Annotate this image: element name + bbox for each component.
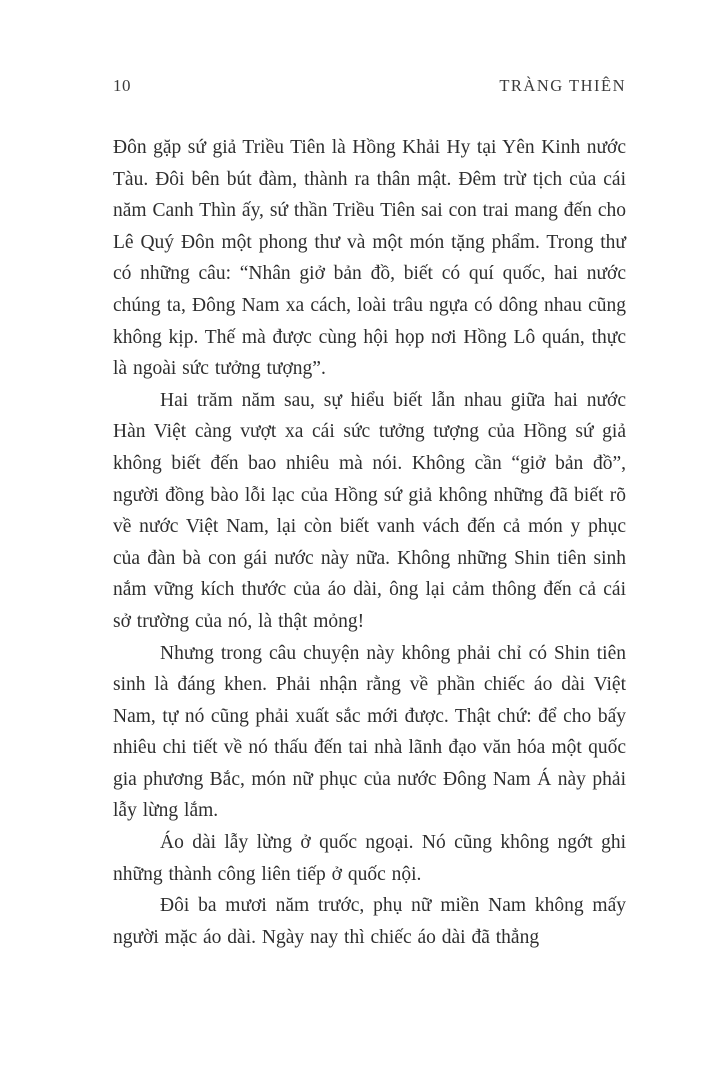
paragraph: Đôi ba mươi năm trước, phụ nữ miền Nam không mấy người mặc áo dài. Ngày nay thì chiếc áo dài đã thẳng	[113, 895, 626, 948]
paragraph: Đôn gặp sứ giả Triều Tiên là Hồng Khải Hy tại Yên Kinh nước Tàu. Đôi bên bút đàm, thành ra thân mật. Đêm trừ tịch của cái năm Canh Thìn ấy, sứ thần Triều Tiên sai con trai mang đến cho Lê Quý Đôn một phong thư và một món tặng phẩm. Trong thư có những câu: “Nhân giở bản đồ, biết có quí quốc, hai nước chúng ta, Đông Nam xa cách, loài trâu ngựa có dông nhau cũng không kịp. Thế mà được cùng hội họp nơi Hồng Lô quán, thực là ngoài sức tưởng tượng”.	[113, 137, 626, 380]
paragraph: Áo dài lẫy lừng ở quốc ngoại. Nó cũng không ngớt ghi những thành công liên tiếp ở quốc nội.	[113, 832, 626, 885]
paragraph: Nhưng trong câu chuyện này không phải chỉ có Shin tiên sinh là đáng khen. Phải nhận rằng về phần chiếc áo dài Việt Nam, tự nó cũng phải xuất sắc mới được. Thật chứ: để cho bấy nhiêu chi tiết về nó thấu đến tai nhà lãnh đạo văn hóa một quốc gia phương Bắc, món nữ phục của nước Đông Nam Á này phải lẫy lừng lắm.	[113, 642, 626, 822]
running-title: TRÀNG THIÊN	[499, 76, 626, 95]
page-number: 10	[113, 76, 131, 95]
body-text	[113, 132, 626, 953]
running-head	[113, 76, 626, 96]
paragraph: Hai trăm năm sau, sự hiểu biết lẫn nhau giữa hai nước Hàn Việt càng vượt xa cái sức tưởng tượng của Hồng sứ giả không biết đến bao nhiêu mà nói. Không cần “giở bản đồ”, người đồng bào lỗi lạc của Hồng sứ giả không những đã biết rõ về nước Việt Nam, lại còn biết vanh vách đến cả món y phục của đàn bà con gái nước này nữa. Không những Shin tiên sinh nắm vững kích thước của áo dài, ông lại cảm thông đến cả cái sở trường của nó, là thật mỏng!	[113, 389, 626, 632]
